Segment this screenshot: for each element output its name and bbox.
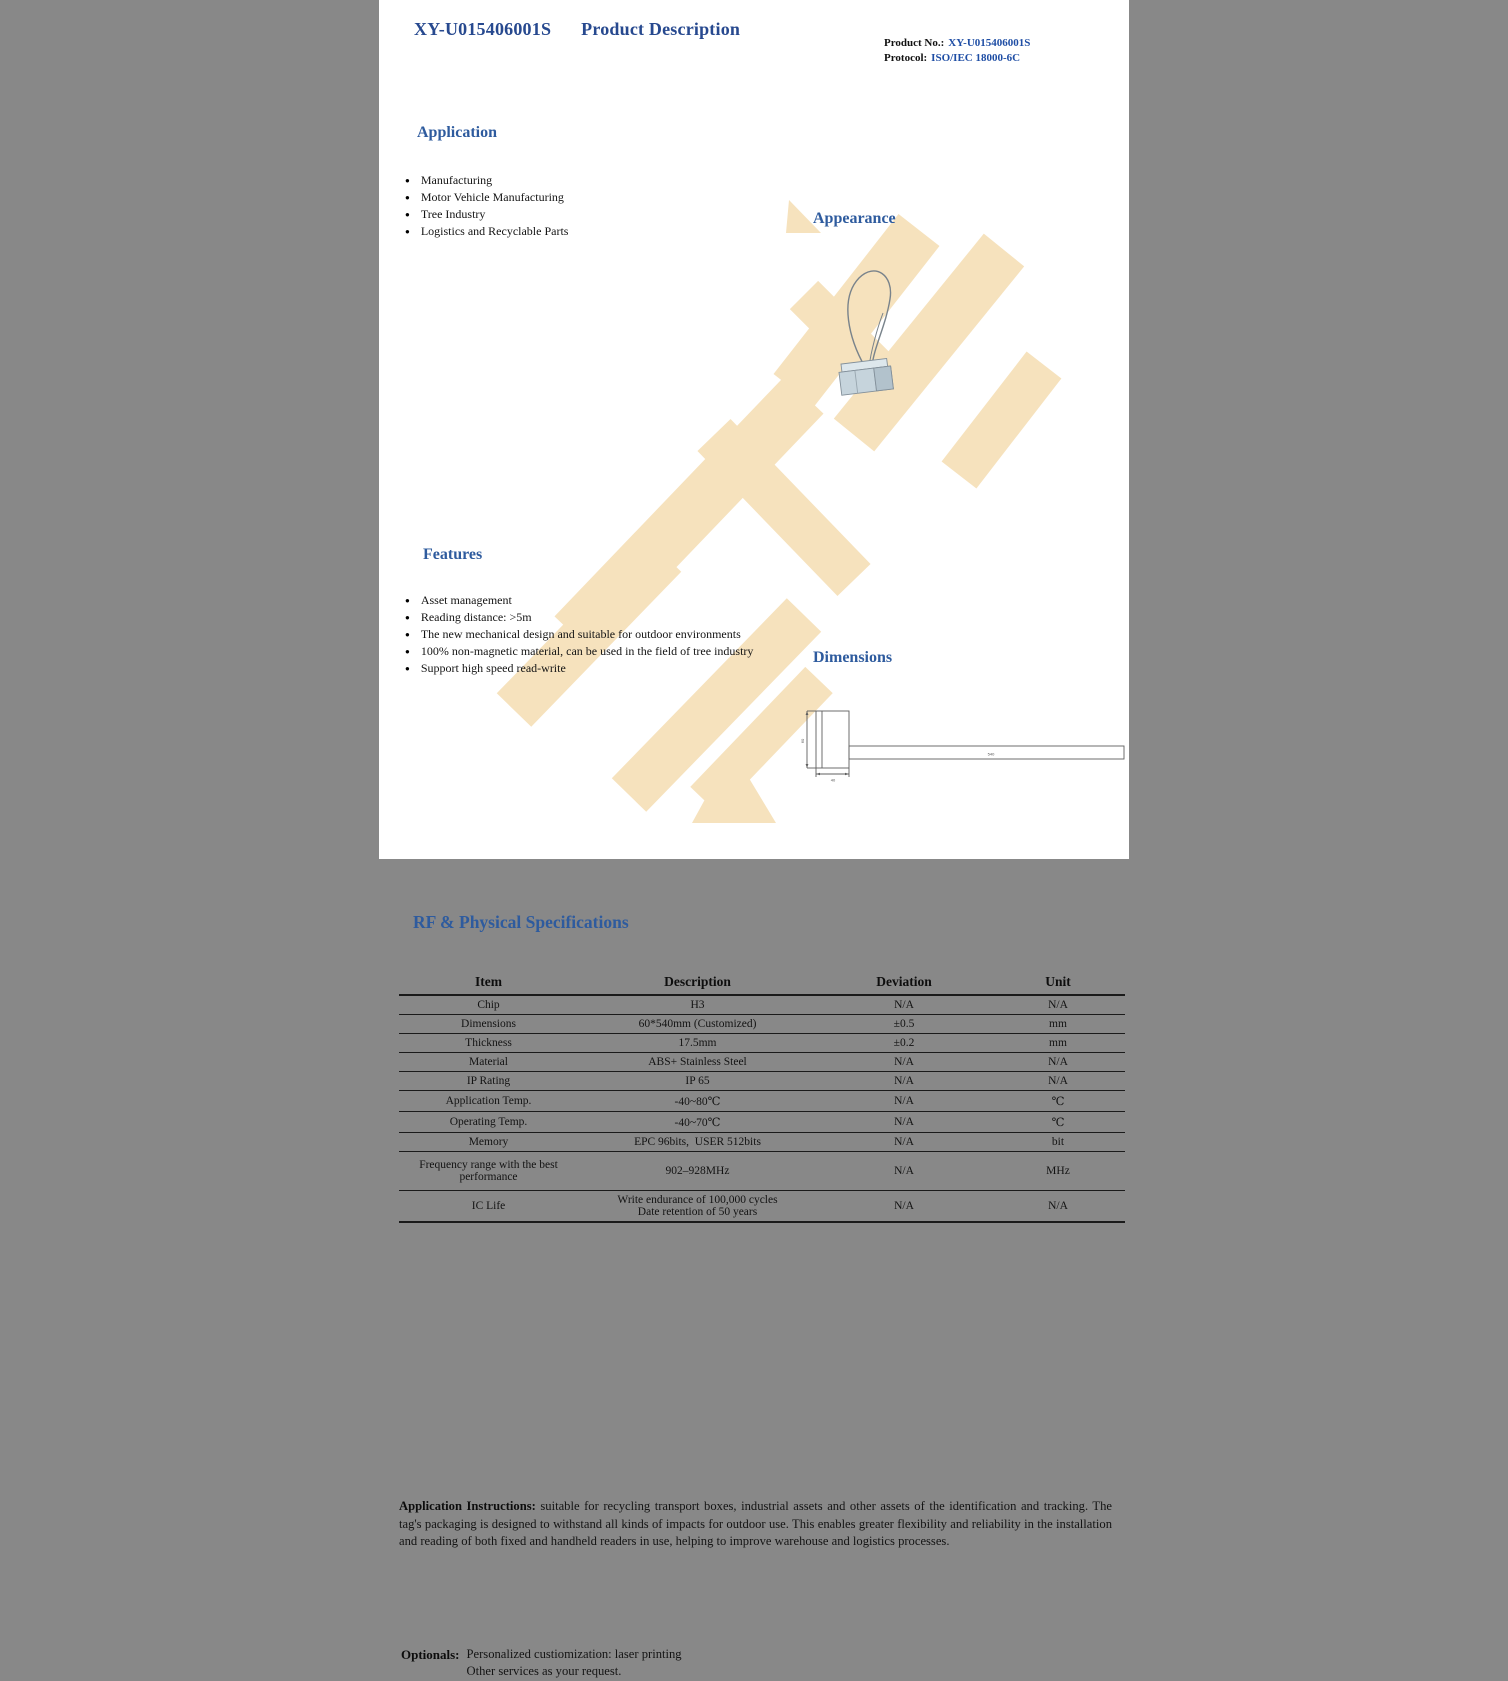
cell-description: Write endurance of 100,000 cycles Date retention of 50 years [578,1191,817,1223]
cell-deviation: N/A [817,1072,991,1091]
table-header-row [399,971,1125,995]
dim-length-label: 540 [987,751,995,757]
application-instructions [399,1498,1112,1551]
cell-deviation: ±0.2 [817,1034,991,1053]
product-no-line [884,36,1508,51]
cell-description: EPC 96bits, USER 512bits [578,1133,817,1152]
list-item-text: Reading distance: >5m [420,610,532,624]
appearance-image [829,251,1508,397]
cell-description: -40~70℃ [578,1112,817,1133]
application-list [405,172,790,240]
cell-unit: N/A [991,995,1125,1015]
protocol-line [884,51,1508,66]
cell-item: Operating Temp. [399,1112,578,1133]
table-row [399,1015,1125,1034]
list-item-text: Support high speed read-write [420,661,566,675]
list-item [405,643,783,660]
bullet-icon: ● [405,210,410,219]
features-list [405,592,783,677]
cell-item: IP Rating [399,1072,578,1091]
list-item-text: 100% non-magnetic material, can be used in the field of tree industry [420,644,754,658]
product-model: XY-U015406001S [414,19,552,39]
list-item-text: Asset management [420,593,512,607]
cell-item: Chip [399,995,578,1015]
optionals-label: Optionals: [401,1646,460,1662]
cell-item: Thickness [399,1034,578,1053]
cable-seal-tag-icon [829,251,951,397]
cell-deviation: N/A [817,1053,991,1072]
cell-unit: bit [991,1133,1125,1152]
table-row [399,1034,1125,1053]
optionals-text: Personalized custiomization: laser printing Other services as your request. [466,1646,682,1678]
bullet-icon: ● [405,647,410,656]
list-item [405,223,790,240]
cell-unit: MHz [991,1152,1125,1191]
doc-title-text: Product Description [581,19,741,39]
dim-height-label: 60 [800,738,805,744]
dimensions-drawing [799,703,1508,785]
cell-unit: ℃ [991,1112,1125,1133]
bullet-icon: ● [405,227,410,236]
bullet-icon: ● [405,176,410,185]
bullet-icon: ● [405,630,410,639]
cell-description: -40~80℃ [578,1091,817,1112]
list-item [405,609,783,626]
cell-description: ABS+ Stainless Steel [578,1053,817,1072]
cell-unit: N/A [991,1053,1125,1072]
cell-unit: N/A [991,1191,1125,1223]
bullet-icon: ● [405,664,410,673]
optionals [401,1646,1151,1681]
table-row [399,1191,1125,1223]
col-header-description: Description [578,971,817,995]
list-item-text: Tree Industry [420,207,486,221]
table-row [399,1133,1125,1152]
instructions-text: suitable for recycling transport boxes, industrial assets and other assets of the identification and tracking. The tag's packaging is designed to withstand all kinds of impacts for outdoor use. This enables greater flexibility and reliability in the installation and reading of both fixed and handheld readers in use, helping to improve warehouse and logistics processes. [399,1499,1113,1548]
cell-deviation: N/A [817,1091,991,1112]
dimension-diagram-icon [799,703,1129,785]
list-item [405,626,783,643]
cell-item: Dimensions [399,1015,578,1034]
cell-unit: mm [991,1015,1125,1034]
cell-unit: ℃ [991,1091,1125,1112]
specs-heading: RF & Physical Specifications [413,912,629,932]
table-row [399,1072,1125,1091]
bullet-icon: ● [405,613,410,622]
header-meta [884,36,1508,66]
features-heading: Features [423,546,483,563]
cell-deviation: ±0.5 [817,1015,991,1034]
protocol-label: Protocol: [884,52,928,64]
list-item-text: Logistics and Recyclable Parts [420,224,569,238]
dim-width-label: 40 [830,777,836,783]
table-row [399,1152,1125,1191]
list-item-text: Manufacturing [420,173,493,187]
cell-description: 902–928MHz [578,1152,817,1191]
cell-item: Memory [399,1133,578,1152]
cell-deviation: N/A [817,995,991,1015]
cell-item: IC Life [399,1191,578,1223]
cell-item: Application Temp. [399,1091,578,1112]
list-item [405,206,790,223]
cell-unit: mm [991,1034,1125,1053]
cell-description: IP 65 [578,1072,817,1091]
application-heading: Application [417,124,498,141]
cell-item: Material [399,1053,578,1072]
product-no-label: Product No.: [884,37,945,49]
instructions-label: Application Instructions: [399,1499,536,1513]
cell-description: H3 [578,995,817,1015]
table-row [399,1112,1125,1133]
cell-item: Frequency range with the best performance [399,1152,578,1191]
datasheet-page [379,0,1129,1678]
list-item [405,172,790,189]
list-item [405,660,783,677]
table-row [399,1053,1125,1072]
bullet-icon: ● [405,596,410,605]
protocol-value: ISO/IEC 18000-6C [931,52,1021,64]
cell-description: 17.5mm [578,1034,817,1053]
spec-table [399,971,1125,1223]
list-item-text: The new mechanical design and suitable for outdoor environments [420,627,741,641]
cell-unit: N/A [991,1072,1125,1091]
list-item [405,189,790,206]
col-header-deviation: Deviation [817,971,991,995]
cell-deviation: N/A [817,1133,991,1152]
cell-deviation: N/A [817,1191,991,1223]
table-row [399,995,1125,1015]
dimensions-heading: Dimensions [813,649,893,666]
list-item-text: Motor Vehicle Manufacturing [420,190,564,204]
col-header-item: Item [399,971,578,995]
appearance-heading: Appearance [813,210,896,227]
product-no-value: XY-U015406001S [948,37,1031,49]
bullet-icon: ● [405,193,410,202]
list-item [405,592,783,609]
cell-deviation: N/A [817,1112,991,1133]
cell-description: 60*540mm (Customized) [578,1015,817,1034]
col-header-unit: Unit [991,971,1125,995]
table-row [399,1091,1125,1112]
cell-deviation: N/A [817,1152,991,1191]
